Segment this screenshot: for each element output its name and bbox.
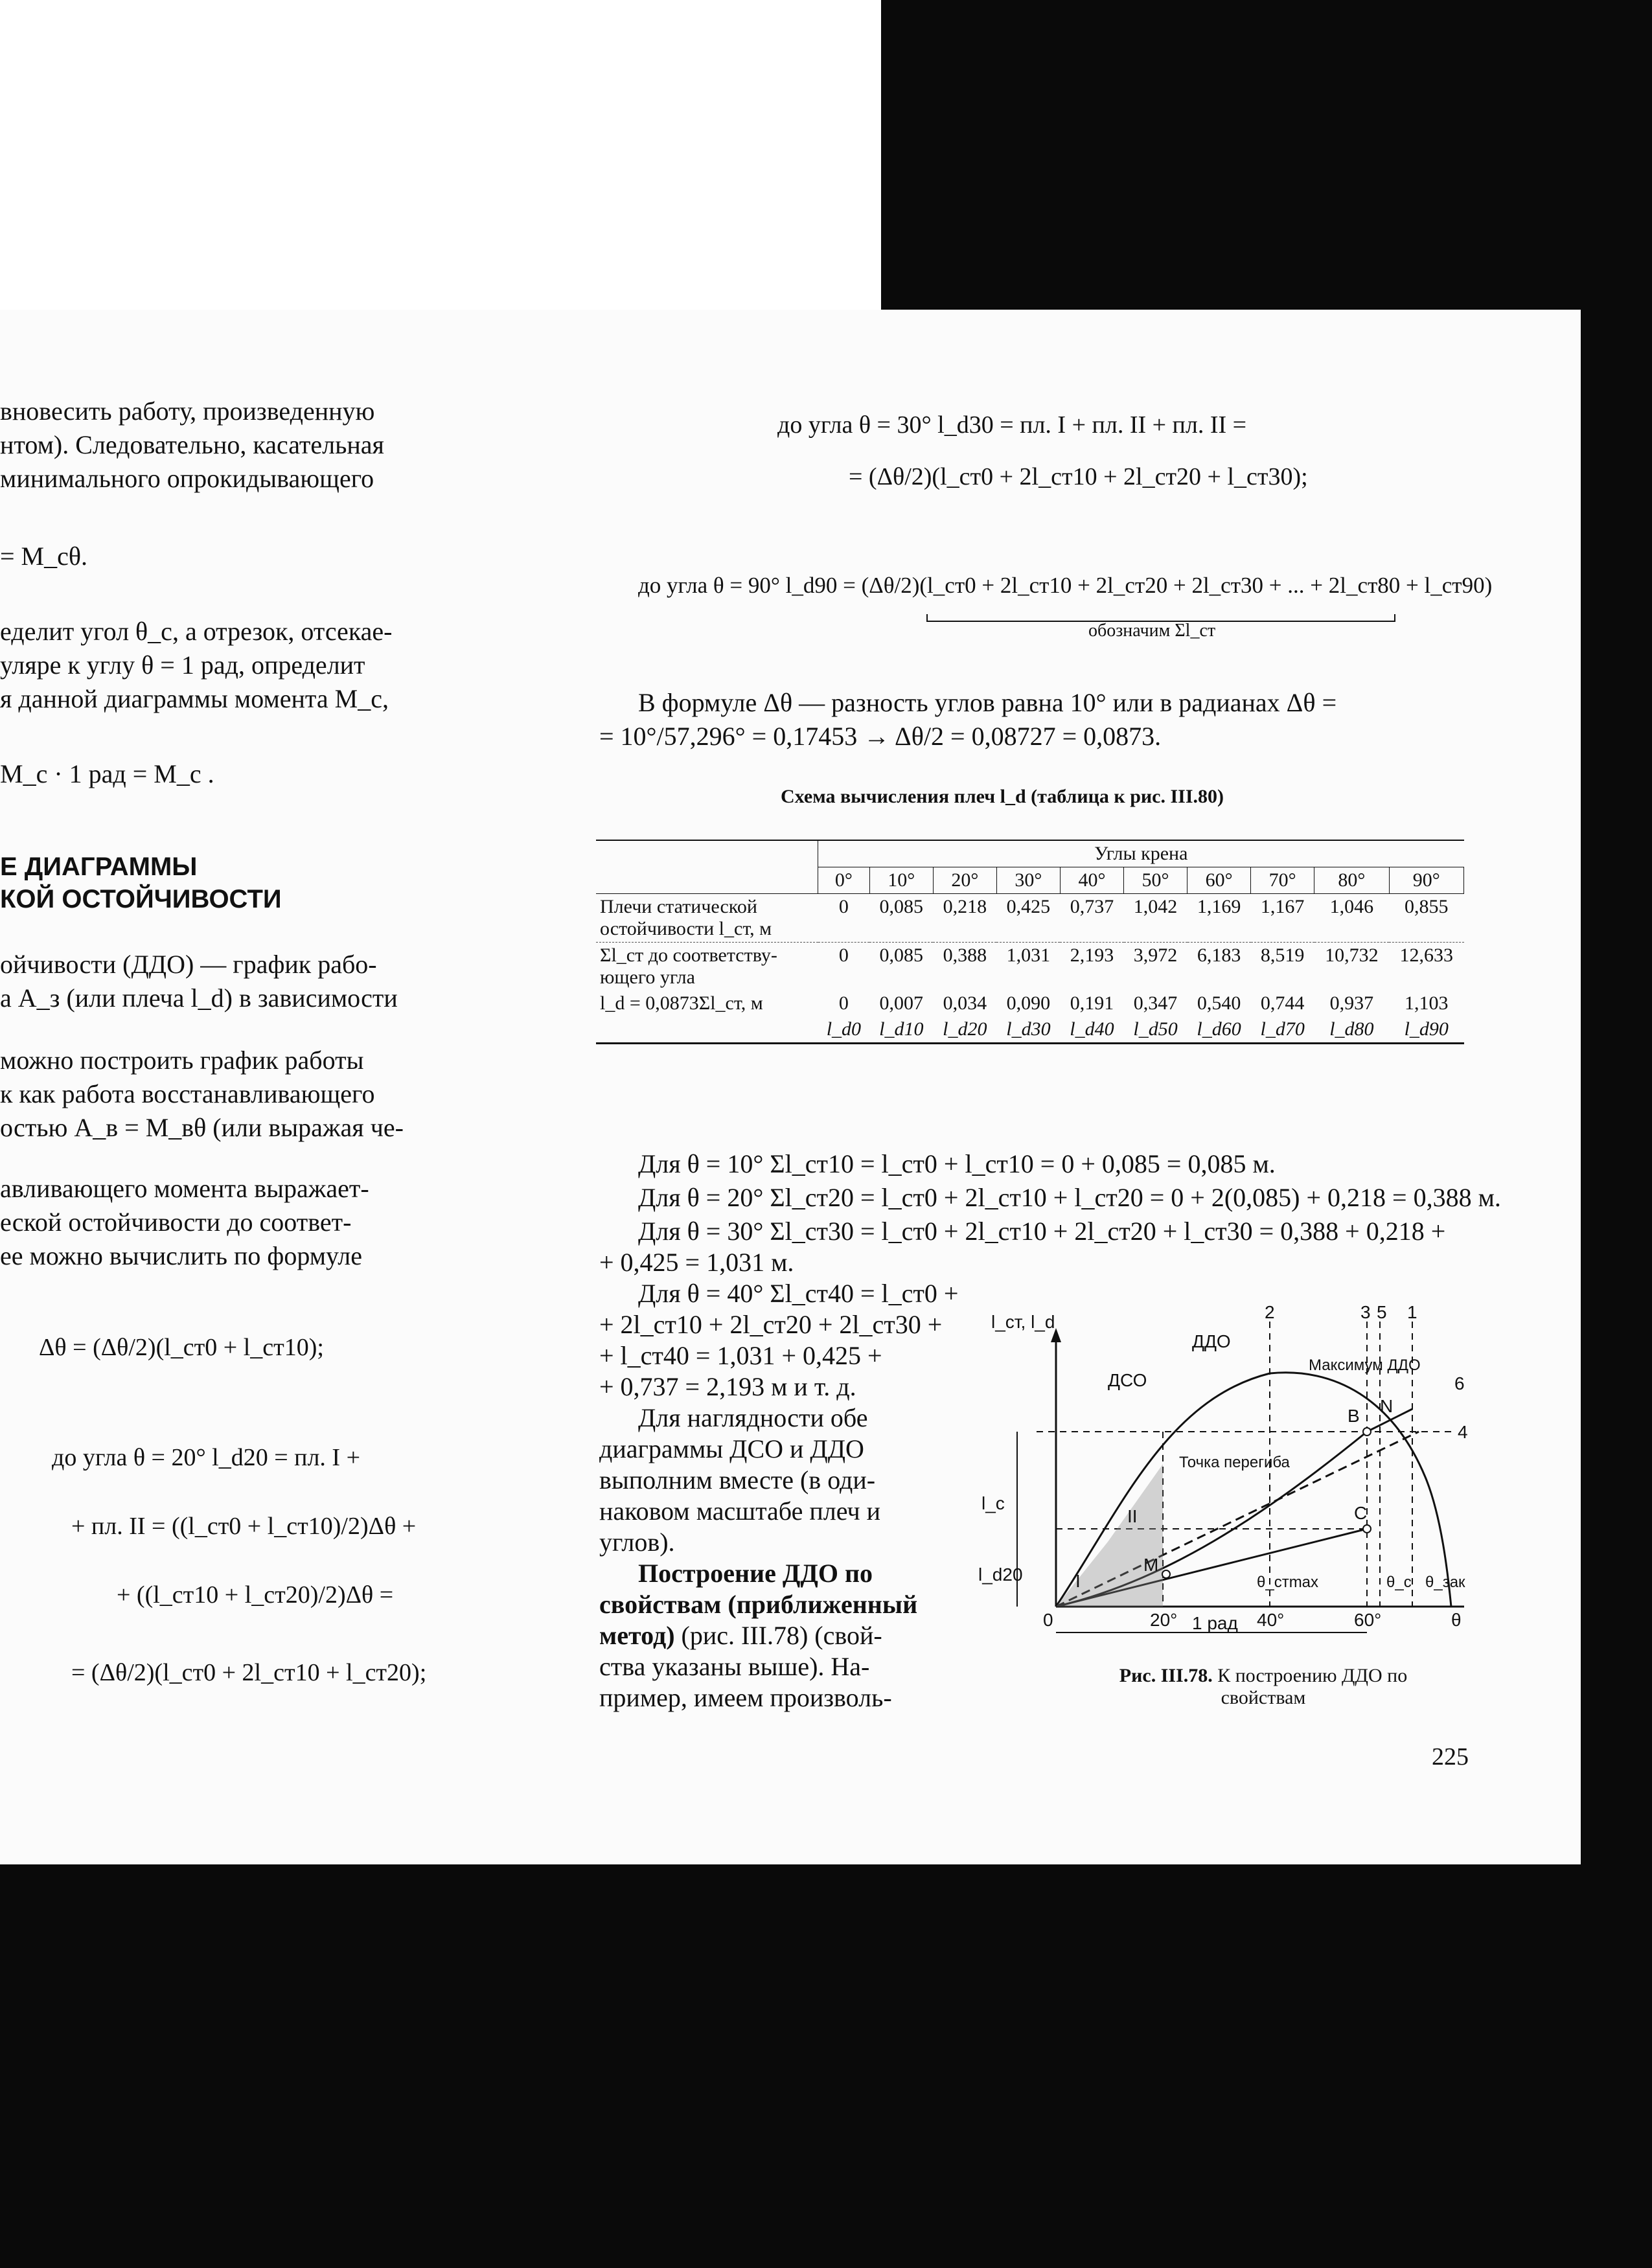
formula-90-brace-label: обозначим Σl_ст [1088, 621, 1216, 641]
label-lc: l_c [981, 1493, 1005, 1513]
label-B: B [1348, 1406, 1360, 1426]
table-cell: 10,732 [1325, 945, 1379, 966]
sum-line-2: Для θ = 20° Σl_ст20 = l_ст0 + 2l_ст10 + l_ст20 = 0 + 2(0,085) + 0,218 = 0,388 м. [638, 1183, 1501, 1212]
left-line-8: M_c · 1 рад = M_c . [0, 759, 214, 788]
angle-90: 90° [1389, 867, 1463, 894]
table-cell: 8,519 [1260, 945, 1305, 966]
label-theta-c: θ_c [1386, 1574, 1412, 1591]
ld-name: l_d20 [933, 1016, 996, 1044]
left-line-1: вновесить работу, произведенную [0, 396, 375, 426]
label-M: M [1143, 1555, 1159, 1575]
sum-line-4: + 0,425 = 1,031 м. [599, 1248, 794, 1277]
label-ld20: l_d20 [978, 1564, 1023, 1585]
max-ddo-label: Максимум ДДО [1309, 1357, 1421, 1374]
line-number-6: 6 [1454, 1373, 1465, 1393]
line-number-5: 5 [1377, 1302, 1387, 1322]
angle-0: 0° [818, 867, 870, 894]
left-formula-2-line2: + пл. II = ((l_ст0 + l_ст10)/2)Δθ + [71, 1513, 417, 1540]
label-I: I [1075, 1571, 1081, 1591]
vis-line-5: углов). [599, 1528, 675, 1557]
build-line-2: свойствам (приближенный [599, 1590, 918, 1619]
table-cell: 0 [838, 992, 849, 1014]
left-line-10: а A_з (или плеча l_d) в зависимости [0, 983, 398, 1013]
left-line-9: ойчивости (ДДО) — график рабо- [0, 950, 377, 979]
build-line-5: пример, имеем произволь- [599, 1683, 892, 1712]
scan-border-top-right [881, 0, 1652, 311]
table-row-ld [596, 991, 1464, 1016]
line-number-2: 2 [1265, 1302, 1275, 1322]
table-cell: 0 [838, 896, 849, 917]
table-cell: 1,042 [1133, 896, 1178, 917]
angle-70: 70° [1251, 867, 1314, 894]
delta-paragraph-line-1: В формуле Δθ — разность углов равна 10° или в радианах Δθ = [638, 688, 1337, 717]
table-cell: 0,034 [943, 992, 987, 1014]
table-cell: 0,744 [1260, 992, 1305, 1014]
label-N: N [1380, 1396, 1394, 1416]
table-cell: 0,540 [1197, 992, 1241, 1014]
table-row-ld-names [596, 1016, 1464, 1044]
angle-40: 40° [1060, 867, 1123, 894]
vis-line-4: наковом масштабе плеч и [599, 1496, 881, 1526]
section-heading-line-1: Е ДИАГРАММЫ [0, 853, 198, 881]
left-line-11: можно построить график работы [0, 1046, 364, 1075]
table-cell: 0,388 [943, 945, 987, 966]
table-cell: 0,085 [879, 896, 924, 917]
left-formula-2-intro: до угла θ = 20° l_d20 = пл. I + [52, 1444, 361, 1471]
delta-paragraph-line-2: = 10°/57,296° = 0,17453 → Δθ/2 = 0,08727 = 0,0873. [599, 722, 1162, 751]
y-axis-label: l_ст, l_d [991, 1312, 1055, 1332]
row-label-ld: l_d = 0,0873Σl_ст, м [600, 992, 763, 1014]
label-II: II [1127, 1506, 1138, 1526]
line-number-3: 3 [1360, 1302, 1371, 1322]
table-cell: 0,737 [1070, 896, 1114, 917]
formula-30-line-1: до угла θ = 30° l_d30 = пл. I + пл. II + пл. II = [777, 411, 1247, 439]
table-cell: 0,191 [1070, 992, 1114, 1014]
build-line-1: Построение ДДО по [638, 1559, 873, 1588]
lever-table [596, 840, 1464, 1044]
sum-line-7: + l_ст40 = 1,031 + 0,425 + [599, 1341, 882, 1370]
table-cell: 1,169 [1197, 896, 1241, 917]
left-formula-2-line3: + ((l_ст10 + l_ст20)/2)Δθ = [117, 1581, 394, 1609]
sum-line-1: Для θ = 10° Σl_ст10 = l_ст0 + l_ст10 = 0 + 0,085 = 0,085 м. [638, 1149, 1276, 1178]
area-II [1108, 1464, 1163, 1607]
table-row-lst [596, 894, 1464, 943]
angle-20: 20° [933, 867, 996, 894]
build-line-3: метод) (рис. III.78) (свой- [599, 1621, 882, 1650]
ddo-label: ДДО [1192, 1331, 1231, 1351]
angle-80: 80° [1314, 867, 1389, 894]
inflection-label: Точка перегиба [1179, 1454, 1290, 1471]
ld-name: l_d10 [869, 1016, 933, 1044]
ld-name: l_d30 [996, 1016, 1060, 1044]
table-cell: 0,855 [1405, 896, 1449, 917]
angle-30: 30° [996, 867, 1060, 894]
table-group-header: Углы крена [818, 840, 1464, 867]
ld-name: l_d80 [1314, 1016, 1389, 1044]
figure-ddo-construction [972, 1302, 1484, 1639]
row-label-sum: Σl_ст до соответству- ющего угла [600, 945, 777, 988]
page-number: 225 [1432, 1743, 1469, 1770]
left-line-12: к как работа восстанавливающего [0, 1079, 375, 1108]
left-line-3: минимального опрокидывающего [0, 464, 374, 493]
row-label-empty [596, 1016, 818, 1044]
x-tick-60: 60° [1354, 1610, 1382, 1630]
left-formula-2-line4: = (Δθ/2)(l_ст0 + 2l_ст10 + l_ст20); [71, 1659, 427, 1686]
ld-name: l_d40 [1060, 1016, 1123, 1044]
row-label-lst: Плечи статической остойчивости l_ст, м [600, 896, 772, 939]
vis-line-2: диаграммы ДСО и ДДО [599, 1434, 864, 1463]
label-one-rad: 1 рад [1192, 1613, 1238, 1633]
ld-name: l_d0 [818, 1016, 870, 1044]
label-theta-zak: θ_зак [1425, 1574, 1465, 1591]
sum-line-8: + 0,737 = 2,193 м и т. д. [599, 1372, 856, 1401]
table-cell: 1,103 [1405, 992, 1449, 1014]
table-cell: 6,183 [1197, 945, 1241, 966]
area-I [1056, 1542, 1108, 1607]
table-cell: 0,090 [1006, 992, 1051, 1014]
line-number-1: 1 [1407, 1302, 1417, 1322]
angle-10: 10° [869, 867, 933, 894]
label-C: C [1354, 1503, 1368, 1523]
point-C [1363, 1525, 1371, 1533]
sum-line-5: Для θ = 40° Σl_ст40 = l_ст0 + [638, 1279, 959, 1308]
table-cell: 0,007 [879, 992, 924, 1014]
ld-name: l_d50 [1124, 1016, 1187, 1044]
build-line-4: ства указаны выше). На- [599, 1652, 870, 1681]
angle-60: 60° [1187, 867, 1251, 894]
table-cell: 0,085 [879, 945, 924, 966]
table-corner-cell [596, 840, 818, 894]
ld-name: l_d60 [1187, 1016, 1251, 1044]
table-cell: 1,167 [1260, 896, 1305, 917]
vis-line-1: Для наглядности обе [638, 1403, 868, 1432]
section-heading-line-2: КОЙ ОСТОЙЧИВОСТИ [0, 885, 282, 913]
table-group-header-row [596, 840, 1464, 867]
left-line-2: нтом). Следовательно, касательная [0, 430, 384, 459]
left-line-4: = M_cθ. [0, 542, 88, 571]
left-line-16: ее можно вычислить по формуле [0, 1241, 362, 1270]
ld-name: l_d70 [1251, 1016, 1314, 1044]
sum-line-6: + 2l_ст10 + 2l_ст20 + 2l_ст30 + [599, 1310, 943, 1339]
label-zero: 0 [1043, 1610, 1053, 1630]
x-tick-40: 40° [1257, 1610, 1285, 1630]
left-line-15: еской остойчивости до соответ- [0, 1208, 352, 1237]
formula-90-brace [926, 614, 1395, 622]
scan-border-bottom [0, 1859, 1652, 2268]
ld-name: l_d90 [1389, 1016, 1463, 1044]
x-axis-label: θ [1451, 1610, 1462, 1630]
x-tick-20: 20° [1150, 1610, 1178, 1630]
left-line-13: остью A_в = M_вθ (или выражая че- [0, 1113, 404, 1142]
table-cell: 2,193 [1070, 945, 1114, 966]
vis-line-3: выполним вместе (в оди- [599, 1465, 876, 1495]
formula-90: до угла θ = 90° l_d90 = (Δθ/2)(l_ст0 + 2l_ст10 + 2l_ст20 + 2l_ст30 + ... + 2l_ст80 + l_ст90) [638, 573, 1493, 598]
sum-line-3: Для θ = 30° Σl_ст30 = l_ст0 + 2l_ст10 + 2l_ст20 + l_ст30 = 0,388 + 0,218 + [638, 1217, 1446, 1246]
formula-30-line-2: = (Δθ/2)(l_ст0 + 2l_ст10 + 2l_ст20 + l_ст30); [849, 463, 1308, 490]
left-line-6: уляре к углу θ = 1 рад, определит [0, 650, 365, 680]
table-cell: 1,031 [1006, 945, 1051, 966]
table-cell: 1,046 [1329, 896, 1374, 917]
table-cell: 0,347 [1133, 992, 1178, 1014]
table-cell: 0,937 [1329, 992, 1374, 1014]
table-cell: 12,633 [1399, 945, 1454, 966]
dso-label: ДСО [1108, 1370, 1147, 1390]
left-line-7: я данной диаграммы момента M_c, [0, 684, 389, 713]
angle-50: 50° [1124, 867, 1187, 894]
table-cell: 0,218 [943, 896, 987, 917]
line-number-4: 4 [1458, 1422, 1468, 1442]
table-row-sum [596, 943, 1464, 991]
figure-caption: Рис. III.78. К построению ДДО по свойствам [1119, 1665, 1408, 1708]
table-cell: 0 [838, 945, 849, 966]
left-line-5: еделит угол θ_c, а отрезок, отсекае- [0, 617, 393, 646]
left-formula-1: Δθ = (Δθ/2)(l_ст0 + l_ст10); [39, 1334, 324, 1361]
point-B [1363, 1428, 1371, 1436]
point-M [1162, 1570, 1170, 1578]
table-cell: 0,425 [1006, 896, 1051, 917]
left-line-14: авливающего момента выражает- [0, 1174, 369, 1203]
table-caption: Схема вычисления плеч l_d (таблица к рис. III.80) [781, 786, 1224, 807]
table-cell: 3,972 [1133, 945, 1178, 966]
label-theta-stmax: θ_стmax [1257, 1574, 1319, 1591]
